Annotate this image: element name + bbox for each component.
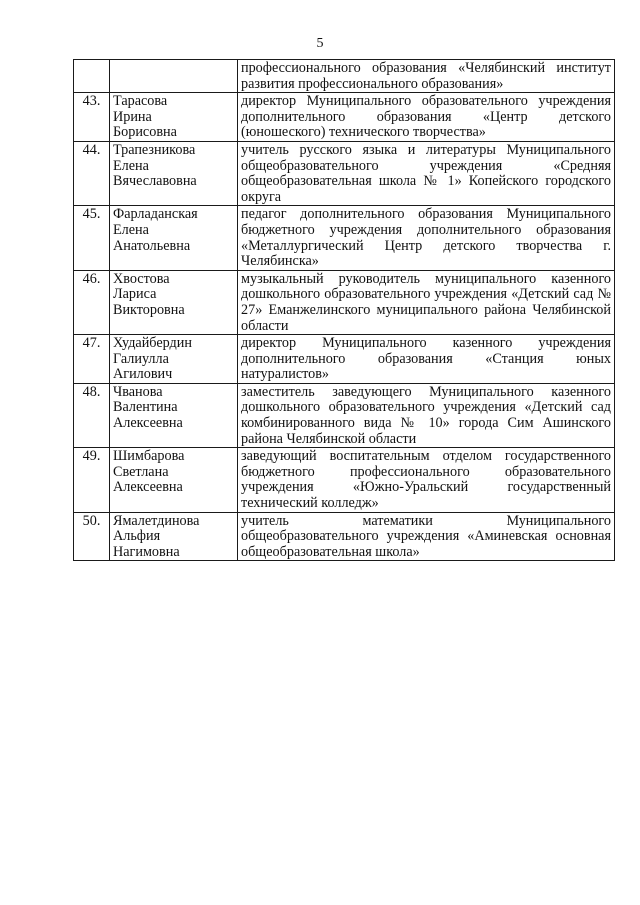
first-name: Елена <box>113 157 149 174</box>
table-row-continuation <box>74 60 615 93</box>
patronymic: Викторовна <box>113 301 185 318</box>
first-name: Лариса <box>113 286 157 303</box>
page-number: 5 <box>316 36 324 51</box>
patronymic: Алексеевна <box>113 415 183 432</box>
row-number-cell: 48. <box>74 383 110 447</box>
position-cell: директор Муниципального казенного учреждения дополнительного образования «Станция юных натуралистов» <box>238 335 615 384</box>
surname: Ямалетдинова <box>113 512 200 529</box>
surname: Фарладанская <box>113 206 198 223</box>
patronymic: Борисовна <box>113 124 177 141</box>
table-row <box>74 383 615 447</box>
first-name: Альфия <box>113 528 161 545</box>
row-number-cell: 45. <box>74 206 110 270</box>
patronymic: Агилович <box>113 366 173 383</box>
awardees-table <box>73 59 615 561</box>
surname: Хвостова <box>113 270 170 287</box>
table-row <box>74 141 615 205</box>
row-number-cell: 46. <box>74 270 110 334</box>
surname: Трапезникова <box>113 141 196 158</box>
table-row <box>74 512 615 561</box>
first-name: Светлана <box>113 463 169 480</box>
name-cell <box>110 93 238 142</box>
surname: Чванова <box>113 383 163 400</box>
row-number-cell: 44. <box>74 141 110 205</box>
patronymic: Вячеславовна <box>113 173 197 190</box>
name-cell <box>110 60 238 93</box>
position-cell: педагог дополнительного образования Муниципального бюджетного учреждения дополнительного образования «Металлургический Центр детского творчества г. Челябинска» <box>238 206 615 270</box>
name-cell <box>110 335 238 384</box>
table-row <box>74 93 615 142</box>
surname: Шимбарова <box>113 448 185 465</box>
first-name: Валентина <box>113 399 178 416</box>
row-number-cell <box>74 60 110 93</box>
table-row <box>74 270 615 334</box>
table-row <box>74 206 615 270</box>
name-cell <box>110 141 238 205</box>
surname: Тарасова <box>113 93 168 110</box>
position-cell: директор Муниципального образовательного учреждения дополнительного образования «Центр детского (юношеского) технического творчества» <box>238 93 615 142</box>
position-cell: профессионального образования «Челябинский институт развития профессионального образования» <box>238 60 615 93</box>
name-cell <box>110 206 238 270</box>
first-name: Галиулла <box>113 350 169 367</box>
name-cell <box>110 383 238 447</box>
patronymic: Анатольевна <box>113 237 191 254</box>
name-cell <box>110 448 238 512</box>
row-number-cell: 47. <box>74 335 110 384</box>
patronymic: Нагимовна <box>113 543 180 560</box>
position-cell: учитель русского языка и литературы Муниципального общеобразовательного учреждения «Средняя общеобразовательная школа № 1» Копейского городского округа <box>238 141 615 205</box>
position-cell: музыкальный руководитель муниципального казенного дошкольного образовательного учреждения «Детский сад № 27» Еманжелинского муниципального района Челябинской области <box>238 270 615 334</box>
name-cell <box>110 270 238 334</box>
position-cell: заведующий воспитательным отделом государственного бюджетного профессионального образовательного учреждения «Южно-Уральский государственный технический колледж» <box>238 448 615 512</box>
first-name: Елена <box>113 221 149 238</box>
surname: Худайбердин <box>113 335 192 352</box>
name-cell <box>110 512 238 561</box>
first-name: Ирина <box>113 108 152 125</box>
position-cell: учитель математики Муниципального общеобразовательного учреждения «Аминевская основная общеобразовательная школа» <box>238 512 615 561</box>
table-row <box>74 448 615 512</box>
position-cell: заместитель заведующего Муниципального казенного дошкольного образовательного учреждения «Детский сад комбинированного вида № 10» города Сим Ашинского района Челябинской области <box>238 383 615 447</box>
patronymic: Алексеевна <box>113 479 183 496</box>
row-number-cell: 49. <box>74 448 110 512</box>
table-row <box>74 335 615 384</box>
row-number-cell: 50. <box>74 512 110 561</box>
row-number-cell: 43. <box>74 93 110 142</box>
